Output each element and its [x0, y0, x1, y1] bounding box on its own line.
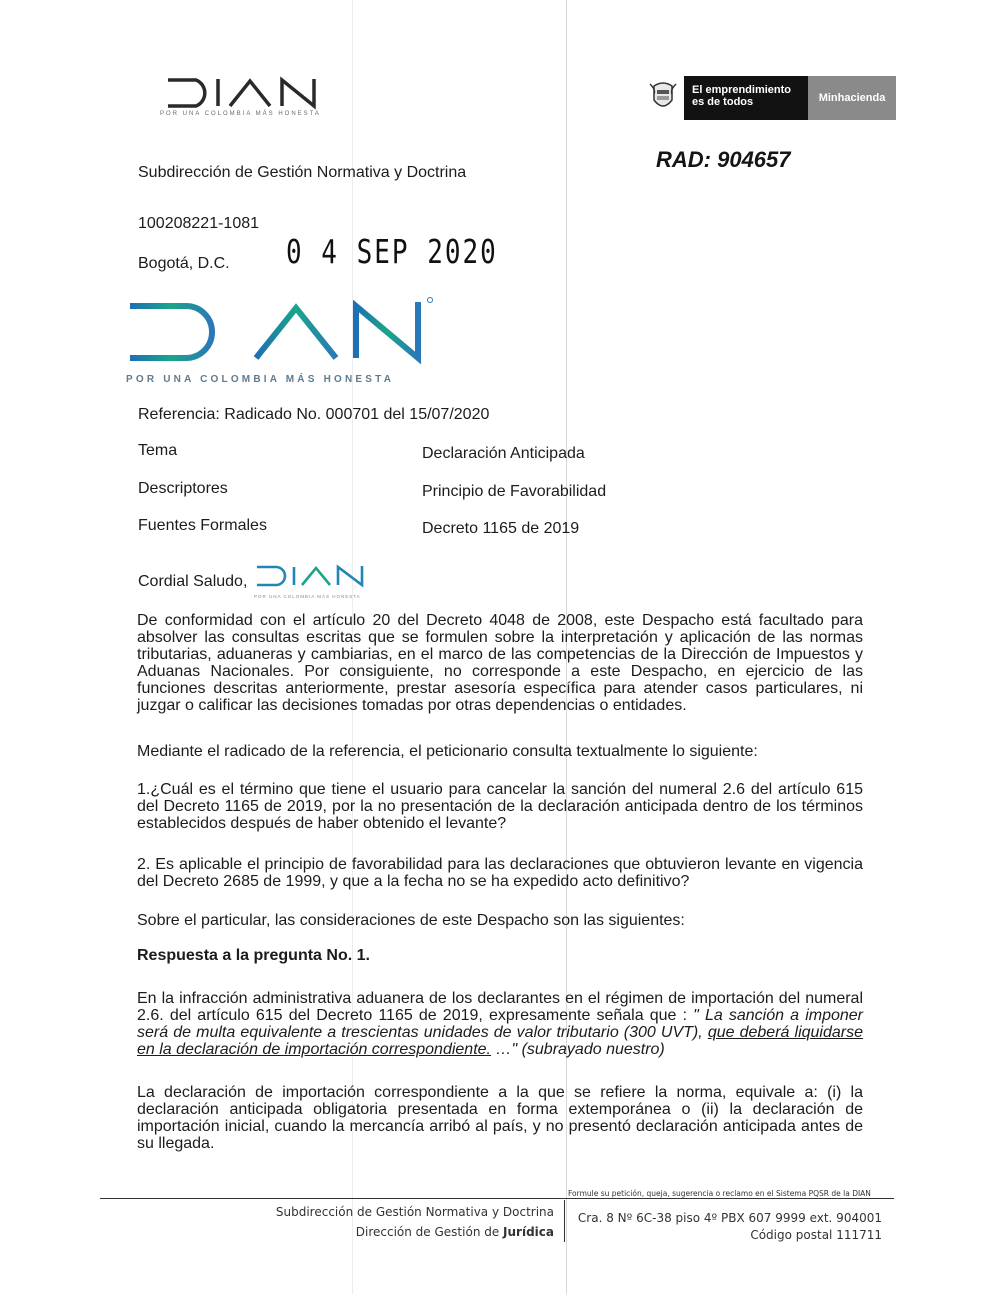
paragraph-considerations: Sobre el particular, las consideraciones de este Despacho son las siguientes: [137, 912, 685, 929]
field-value-descriptores: Principio de Favorabilidad [422, 483, 607, 500]
footer-address: Cra. 8 Nº 6C-38 piso 4º PBX 607 9999 ext. 904001 [577, 1211, 882, 1225]
infraction-quote: " La sanción a imponer será de multa equivalente a trescientas unidades de valor tributario (300 UVT), [137, 1007, 863, 1041]
field-value-tema: Declaración Anticipada [422, 445, 585, 462]
paragraph-competence: De conformidad con el artículo 20 del Decreto 4048 de 2008, este Despacho está facultado para absolver las consultas escritas que se formulen sobre la interpretación y aplicación de las normas tributarias, aduaneras y cambiarias, en el marco de las competencias de la Dirección de Impuestos y Aduanas Nacionales. Por consiguiente, no corresponde a este Despacho, en ejercicio de las funciones descritas anteriormente, prestar asesoría específica para atender casos particulares, ni juzgar o calificar las decisiones tomadas por otras dependencias o entidades. [137, 612, 863, 714]
brand-slogan-line2: es de todos [692, 96, 754, 108]
question-2: 2. Es aplicable el principio de favorabilidad para las declaraciones que obtuvieron levante en vigencia del Decreto 2685 de 1999, y que a la fecha no se ha expedido acto definitivo? [137, 856, 863, 890]
office-name: Subdirección de Gestión Normativa y Doctrina [138, 164, 467, 181]
infraction-underlined: que deberá liquidarse en la declaración de importación correspondiente. [137, 1024, 864, 1058]
brand-slogan [684, 76, 808, 120]
reference-line: Referencia: Radicado No. 000701 del 15/07/2020 [138, 406, 490, 423]
dian-tagline-small: POR UNA COLOMBIA MÁS HONESTA [160, 111, 321, 117]
reference-number: 100208221-1081 [138, 215, 260, 232]
rad-number: RAD: 904657 [656, 147, 791, 172]
footer-office: Subdirección de Gestión Normativa y Doctrina [275, 1205, 554, 1219]
footer-pqsr-notice: Formule su petición, queja, sugerencia o reclamo en el Sistema PQSR de la DIAN [568, 1189, 871, 1198]
minhacienda-brand [684, 76, 896, 120]
date-stamp: 0 4 SEP 2020 [286, 234, 498, 272]
answer-heading: Respuesta a la pregunta No. 1. [137, 947, 370, 964]
dian-wordmark-inline-icon [254, 564, 370, 588]
infraction-note: …" (subrayado nuestro) [491, 1041, 665, 1058]
city: Bogotá, D.C. [138, 255, 230, 272]
footer-divider [100, 1198, 894, 1199]
dian-logo-small [160, 76, 330, 117]
colombia-coat-of-arms-icon [648, 80, 678, 114]
field-value-fuentes: Decreto 1165 de 2019 [422, 520, 580, 537]
paragraph-infraction [137, 990, 863, 1058]
paragraph-declaration: La declaración de importación correspondiente a la que se refiere la norma, equivale a: (i) la declaración anticipada obligatoria presentada en forma extemporánea o (ii) la declaración de importación inicial, cuando la mercancía arribó al país, y no presentó declaración anticipada antes de su llegada. [137, 1084, 863, 1152]
dian-wordmark-small-icon [160, 76, 330, 110]
footer-direction [356, 1225, 554, 1239]
brand-ministry: Minhacienda [808, 76, 896, 120]
field-label-tema: Tema [138, 442, 178, 459]
dian-tagline-inline: POR UNA COLOMBIA MÁS HONESTA [254, 594, 361, 599]
footer-direction-label: Dirección de Gestión de [355, 1225, 504, 1239]
field-label-fuentes: Fuentes Formales [138, 517, 267, 534]
footer-separator [564, 1200, 565, 1242]
dian-tagline-large: POR UNA COLOMBIA MÁS HONESTA [126, 374, 395, 385]
dian-logo-inline [254, 564, 370, 599]
dian-logo-large [126, 296, 436, 385]
field-label-descriptores: Descriptores [138, 480, 228, 497]
footer-postal-code: Código postal 111711 [750, 1228, 882, 1242]
greeting: Cordial Saludo, [138, 573, 248, 590]
dian-wordmark-large-icon [126, 296, 436, 366]
infraction-intro: En la infracción administrativa aduanera de los declarantes en el régimen de importación del numeral 2.6. del artículo 615 del Decreto 1165 de 2019, expresamente señala que : [137, 990, 863, 1024]
paragraph-consultation: Mediante el radicado de la referencia, el peticionario consulta textualmente lo siguiente: [137, 743, 758, 760]
footer-direction-bold: Jurídica [503, 1225, 554, 1239]
brand-slogan-line1: El emprendimiento [692, 84, 792, 96]
question-1: 1.¿Cuál es el término que tiene el usuario para cancelar la sanción del numeral 2.6 del artículo 615 del Decreto 1165 de 2019, por la no presentación de la declaración anticipada dentro de los términos establecidos después de haber obtenido el levante? [137, 781, 863, 832]
